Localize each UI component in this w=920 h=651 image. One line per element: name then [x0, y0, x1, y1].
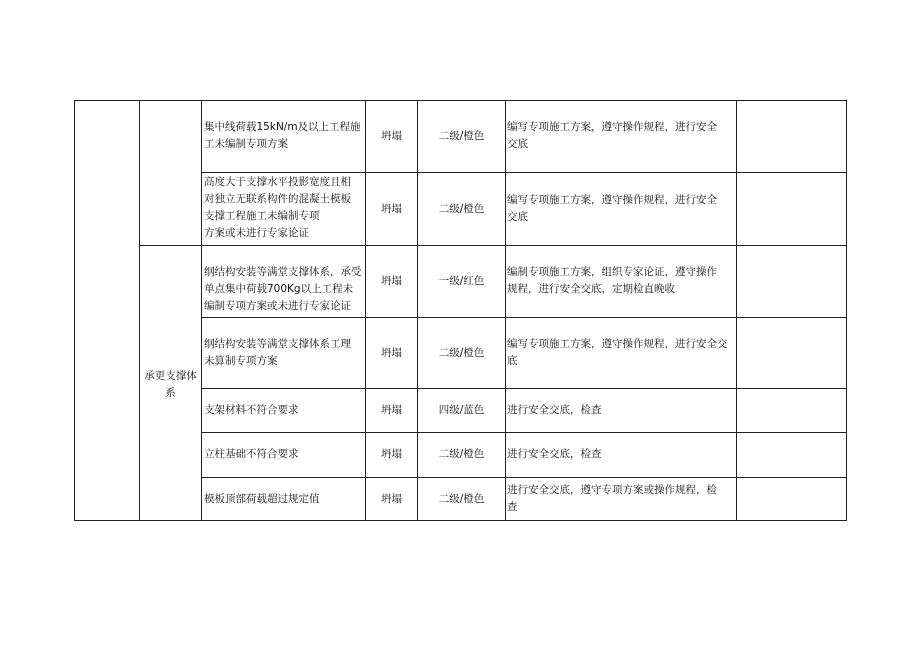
row-divider — [201, 477, 847, 478]
hazard-description: 单点集中荷载700Kg以上工程未 — [204, 283, 354, 295]
accident-type: 坍塌 — [381, 347, 402, 359]
table-row — [204, 491, 364, 508]
hazard-description: 高度大于支撑水平投影宽度且相 — [204, 176, 351, 188]
risk-level: 二级/橙色 — [438, 130, 485, 142]
accident-type: 坍塌 — [381, 448, 402, 460]
row-divider — [201, 172, 847, 173]
accident-type: 坍塌 — [381, 493, 402, 505]
row-divider — [139, 245, 847, 246]
risk-level: 二级/橙色 — [438, 493, 485, 505]
hazard-description: 编制专项方案或未进行专家论证 — [204, 300, 351, 312]
table-row — [204, 174, 364, 242]
hazard-description: 纲结构安装等满堂支撑体系，承受 — [204, 266, 362, 278]
table-border-right — [846, 100, 847, 521]
risk-level: 四级/蓝色 — [438, 404, 485, 416]
hazard-description: 纲结构安装等满堂支撑体系工理 — [204, 338, 351, 350]
table-border-bottom — [74, 520, 847, 521]
table-row — [204, 336, 364, 370]
column-divider — [139, 100, 140, 521]
control-measure: 编制专项施工方案，组织专家论证，遵守操作 规程，进行安全交底，定期检直晚收 — [507, 266, 717, 295]
accident-type: 坍塌 — [381, 275, 402, 287]
hazard-description: 支撑工程施工未编制专项 — [204, 210, 320, 222]
risk-level: 一级/红色 — [438, 275, 485, 287]
control-measure: 编写专项施工方案，遵守操作规程，进行安全 交底 — [507, 194, 717, 223]
control-measure: 编写专项施工方案，遵守操作规程，进行安全交 底 — [507, 338, 728, 367]
column-divider — [201, 100, 202, 521]
control-measure: 进行安全交底，检查 — [507, 404, 602, 416]
control-measure: 进行安全交底，检查 — [507, 448, 602, 460]
control-measure: 进行安全交底，遵守专项方案或操作规程，检 查 — [507, 484, 717, 513]
hazard-description: 工未编制专项方案 — [204, 138, 288, 150]
table-row — [204, 119, 364, 153]
table-border-top — [74, 100, 847, 101]
accident-type: 坍塌 — [381, 203, 402, 215]
hazard-description: 方案或未进行专家论证 — [204, 227, 309, 239]
column-divider — [736, 100, 737, 521]
hazard-description: 对独立无联系构件的混凝土模板 — [204, 193, 351, 205]
row-divider — [201, 432, 847, 433]
hazard-description: 立柱基础不符合要求 — [204, 448, 299, 460]
risk-level: 二级/橙色 — [438, 203, 485, 215]
table-row — [204, 446, 364, 463]
row-divider — [201, 388, 847, 389]
hazard-description: 支架材料不符合要求 — [204, 404, 299, 416]
hazard-description: 模板顶部荷载超过规定值 — [204, 493, 320, 505]
risk-level: 二级/橙色 — [438, 448, 485, 460]
category-label: 承更支撑体系 — [144, 370, 197, 399]
row-divider — [201, 317, 847, 318]
table-row — [204, 402, 364, 419]
table-row — [204, 264, 364, 315]
accident-type: 坍塌 — [381, 130, 402, 142]
hazard-description: 未算制专项方案 — [204, 355, 278, 367]
control-measure: 编写专项施工方案，遵守操作规程，进行安全 交底 — [507, 121, 717, 150]
risk-level: 二级/橙色 — [438, 347, 485, 359]
hazard-description: 集中线荷载15kN/m及以上工程施 — [204, 121, 361, 133]
accident-type: 坍塌 — [381, 404, 402, 416]
column-divider — [505, 100, 506, 521]
table-border-left — [74, 100, 75, 521]
